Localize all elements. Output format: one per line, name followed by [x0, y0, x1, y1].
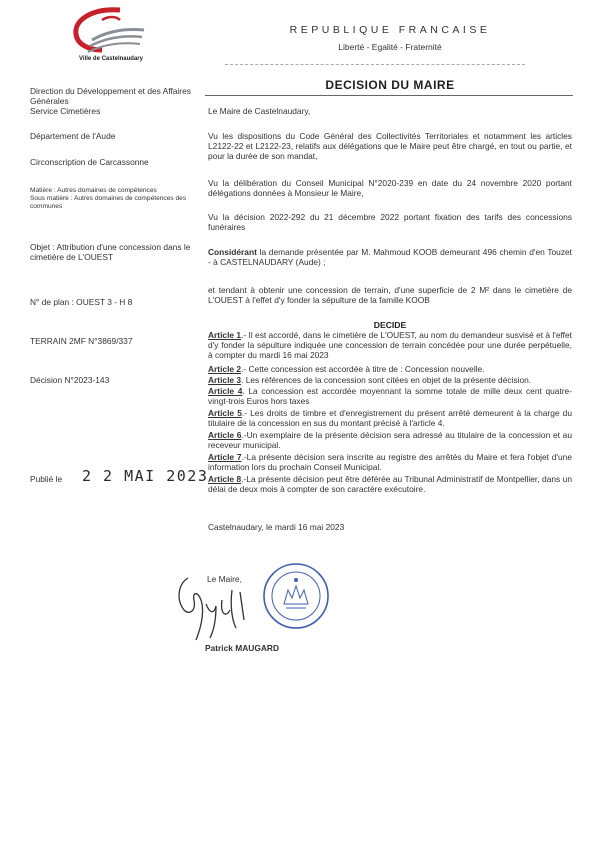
plan-number: N° de plan : OUEST 3 - H 8 [30, 297, 133, 307]
article-label: Article 1 [208, 330, 242, 340]
article-1 [208, 330, 572, 360]
article-text: .-Un exemplaire de la présente décision sera adressé au titulaire de la concession et au receveur municipal. [208, 430, 572, 450]
decision-title: DECISION DU MAIRE [325, 78, 455, 92]
article-label: Article 2 [208, 364, 242, 374]
title-underline [205, 95, 573, 96]
official-seal [262, 562, 330, 630]
article-label: Article 5 [208, 408, 242, 418]
decision-number: Décision N°2023-143 [30, 375, 110, 385]
article-6 [208, 430, 572, 450]
article-label: Article 6 [208, 430, 242, 440]
maire-intro: Le Maire de Castelnaudary, [208, 106, 311, 116]
article-label: Article 8 [208, 474, 242, 484]
article-text: .- Il est accordé, dans le cimetière de L'OUEST, au nom du demandeur susvisé et à l'effet d'y fonder la sépulture indiquée une concession de terrain concédée pour une durée perpétuelle, à compter du mardi 16 mai 2023 [208, 330, 572, 360]
header-divider [225, 64, 525, 65]
article-4 [208, 386, 572, 406]
departement-label: Département de l'Aude [30, 131, 116, 141]
article-5 [208, 408, 572, 428]
article-label: Article 4 [208, 386, 243, 396]
objet-label: Objet : Attribution d'une concession dans le cimetière de L'OUEST [30, 242, 191, 262]
vu-paragraph-1: Vu les dispositions du Code Général des Collectivités Territoriales et notamment les articles L2122-22 et L2122-23, relatifs aux délégations que le Maire peut être chargé, en tout ou partie, et pour la durée de son mandat, [208, 131, 572, 161]
article-3 [208, 375, 572, 385]
article-text: . La concession est accordée moyennant la somme totale de mille deux cent quatre-vingt-trois Euros hors taxes [208, 386, 573, 406]
terrain-number: TERRAIN 2MF N°3869/337 [30, 336, 133, 346]
tendant-paragraph: et tendant à obtenir une concession de terrain, d'une superficie de 2 M² dans le cimetière de L'OUEST à l'effet d'y fonder la sépulture de la famille KOOB [208, 285, 572, 305]
article-8 [208, 474, 572, 494]
republic-title: REPUBLIQUE FRANCAISE [289, 24, 491, 36]
republic-motto: Liberté - Egalité - Fraternité [338, 42, 442, 52]
article-7 [208, 452, 572, 472]
article-label: Article 3 [208, 375, 242, 385]
article-text: .- Les droits de timbre et d'enregistrement du présent arrêté demeurent à la charge du titulaire de la concession en sus du montant précisé à l'article 4. [208, 408, 572, 428]
article-text: . Les références de la concession sont citées en objet de la présente décision. [241, 375, 532, 385]
circonscription-label: Circonscription de Carcassonne [30, 157, 149, 167]
considerant-text: la demande présentée par M. Mahmoud KOOB demeurant 496 chemin d'en Touzet - à CASTELNAUDARY (Aude) ; [208, 247, 572, 267]
signer-name: Patrick MAUGARD [205, 643, 279, 653]
article-text: .- Cette concession est accordée à titre de : Concession nouvelle. [241, 364, 485, 374]
publication-date-stamp: 2 2 MAI 2023 [82, 467, 209, 485]
signature-label: Le Maire, [207, 574, 242, 584]
publie-label: Publié le [30, 474, 63, 484]
handwritten-signature [170, 570, 260, 650]
vu-paragraph-2: Vu la délibération du Conseil Municipal N°2020-239 en date du 24 novembre 2020 portant délégations données à Monsieur le Maire, [208, 178, 572, 198]
considerant-paragraph [208, 247, 572, 267]
article-label: Article 7 [208, 452, 242, 462]
logo-caption: Ville de Castelnaudary [79, 56, 143, 62]
considerant-label: Considérant [208, 247, 257, 257]
service-label: Service Cimetières [30, 106, 101, 116]
article-text: .-La présente décision peut être déférée au Tribunal Administratif de Montpellier, dans un délai de deux mois à compter de son caractère exécutoire. [208, 474, 572, 494]
decide-heading: DECIDE [373, 320, 407, 330]
article-2 [208, 364, 572, 374]
direction-label: Direction du Développement et des Affaires Générales [30, 86, 191, 106]
vu-paragraph-3: Vu la décision 2022-292 du 21 décembre 2022 portant fixation des tarifs des concessions funéraires [208, 212, 572, 232]
date-line: Castelnaudary, le mardi 16 mai 2023 [208, 522, 345, 532]
matiere-label: Matière : Autres domaines de compétences [30, 187, 157, 194]
sous-matiere-label: Sous matière : Autres domaines de compétences des communes [30, 195, 187, 210]
article-text: .-La présente décision sera inscrite au registre des arrêtés du Maire et fera l'objet d'une information lors du prochain Conseil Municipal. [208, 452, 572, 472]
